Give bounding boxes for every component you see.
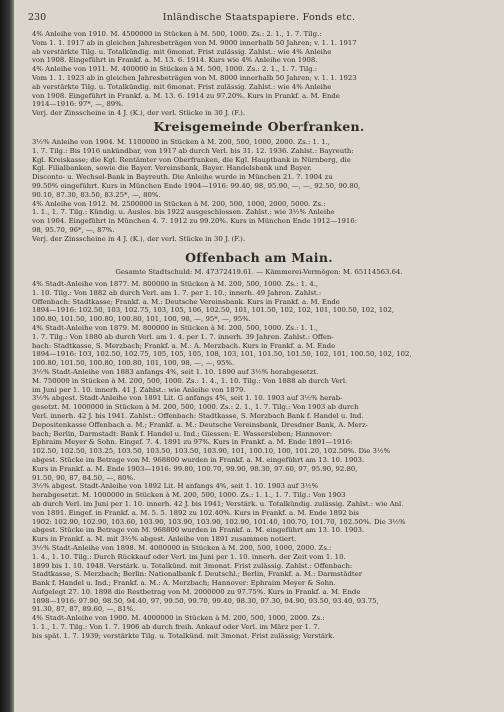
section-title: Offenbach am Main. (185, 250, 333, 265)
text-line: 1902: 102.90, 102.90, 103.60, 103.90, 103.90, 103.90, 102.90, 101.40, 100.70, 101.70, 102.50%. Die 3½% (32, 517, 406, 526)
text-line: 4% Anleihe von 1910. M. 4500000 in Stücken à M. 500, 1000. Zs.: 2. 1., 1. 7. Tilg.: (32, 30, 322, 38)
text-line: Offenbach: Stadtkasse; Frankf. a. M.: Deutsche Vereinsbank. Kurs in Frankf. a. M. Ende (32, 297, 340, 306)
text-line: Depositenkasse Offenbach a. M.; Frankf. a. M.: Deutsche Vereinsbank, Dresdner Bank, A. Merz- (32, 420, 368, 429)
text-block-3 (32, 280, 504, 641)
text-line: 3½% abgest. Stadt-Anleihe von 1892 Lit. H anfangs 4%, seit 1. 10. 1903 auf 3½% (32, 482, 319, 491)
text-line: von 1908. Eingeführt in Frankf. a. M. 13. 6. 1914 zu 97.20%. Kurs in Frankf. a. M. Ende (32, 91, 340, 100)
text-line: Stadtkasse, S. Merzbach; Berlin: Nationalbank f. Deutschl.; Berlin, Frankf. a. M.: Darmstädter (32, 570, 363, 579)
text-line: bach; Berlin, Darmstadt: Bank f. Handel u. Ind.; Giessen: E. Wassersleben; Hannover: (32, 429, 333, 438)
text-line: 4% Stadt-Anleihe von 1900. M. 4000000 in Stücken à M. 200, 500, 1000, 2000. Zs.: (32, 614, 325, 623)
text-line: 4% Stadt-Anleihe von 1877. M. 800000 in Stücken à M. 200, 500, 1000. Zs.: 1. 4., (32, 280, 319, 288)
text-line: 1. 7. Tilg.: Von 1880 ab durch Verl. am 1. 4. per 1. 7. innerh. 39 Jahren. Zahlst.: Offen- (32, 332, 334, 341)
text-line: Verj. der Zinsscheine in 4 J. (K.), der verl. Stücke in 30 J. (F.). (32, 234, 246, 243)
text-line: herabgesetzt. M. 1000000 in Stücken à M. 200, 500, 1000. Zs.: 1. 1., 1. 7. Tilg.: Von 1903 (32, 491, 346, 500)
text-line: im Juni per 1. 10. innerh. 41 J. Zahlst.: wie Anleihe von 1879. (32, 385, 246, 394)
running-title: Inländische Staatspapiere. Fonds etc. (162, 12, 356, 23)
text-line: Vom 1. 1. 1917 ab in gleichen Jahresbeträgen von M. 9000 innerhalb 50 Jahren; v. 1. 1. 1917 (32, 38, 357, 47)
page-header (14, 12, 504, 24)
text-line: 1. 4., 1. 10. Tilg.: Durch Rückkauf oder Verl. im Juni per 1. 10. innerh. der Zeit vom 1. 10. (32, 552, 346, 561)
text-line: Aufgelegt 27. 10. 1898 die Restbetrag von M. 2000000 zu 97.75%. Kurs in Frankf. a. M. Ende (32, 587, 361, 596)
text-line: 1. 1., 1. 7. Tilg.: Kündig. u. Auslos. bis 1922 ausgeschlossen. Zahlst.: wie 3½% Anleihe (32, 208, 335, 217)
text-line: 3½% Anleihe von 1904. M. 1100000 in Stücken à M. 200, 500, 1000, 2000. Zs.: 1. 1., (32, 138, 330, 146)
text-line: M. 750000 in Stücken à M. 200, 500, 1000. Zs.: 1. 4., 1. 10. Tilg.: Von 1888 ab durch Verl. (32, 376, 348, 385)
text-line: 1894—1916: 102.50, 103, 102.75, 103, 105, 106, 102.50, 101, 101.50, 102, 102, 101, 100.50, 102, 102, (32, 306, 395, 315)
text-line: bach: Stadtkasse, S. Merzbach; Frankf. a. M.: A. Merzbach. Kurs in Frankf. a. M. Ende (32, 341, 336, 350)
book-page (14, 0, 504, 712)
text-line: 3½% Stadt-Anleihe von 1898. M. 4000000 in Stücken à M. 200, 500, 1000, 2000. Zs.: (32, 543, 332, 552)
text-line: ab verstärkte Tilg. u. Totalkündig. mit 6monat. Frist zulässig. Zahlst.: wie 4% Anleihe (32, 82, 332, 91)
text-line: von 1891. Eingef. in Frankf. a. M. 5. 5. 1892 zu 102.40%. Kurs in Frankf. a. M. Ende 1892 bis (32, 508, 359, 517)
text-line: 3½% Stadt-Anleihe von 1883 anfangs 4%, seit 1. 10. 1890 auf 3½% herabgesetzt. (32, 367, 319, 376)
text-line: 1914—1916: 97*, —, 89%. (32, 100, 124, 109)
text-line: 100.80, 101.50, 100.80, 100.80, 101, 100, 98, —, 95*, —, 95%. (32, 315, 251, 324)
text-line: Kurs in Frankf. a. M. Ende 1903—1916: 99.80, 100.70, 99.90, 98.30, 97.60, 97, 95.90, 92.80, (32, 464, 358, 473)
text-line: von 1904. Eingeführt in München 4. 7. 1912 zu 99.20%. Kurs in München Ende 1912—1916: (32, 217, 358, 226)
text-line: 3½% abgest. Stadt-Anleihe von 1891 Lit. G anfangs 4%, seit 1. 10. 1903 auf 3½% herab- (32, 394, 343, 403)
text-line: 98, 95.70, 96*, —, 87%. (32, 225, 115, 234)
text-line: 4% Stadt-Anleihe von 1879. M. 800000 in Stücken à M. 200, 500, 1000. Zs.: 1. 1., (32, 323, 319, 332)
text-block-1 (32, 30, 504, 118)
text-line: 1. 7. Tilg.: Bis 1916 unkündbar, von 1917 ab durch Verl. bis 31. 12. 1936. Zahlst.: Bayreuth: (32, 146, 354, 155)
text-block-2 (32, 138, 504, 244)
section-heading-offenbach (14, 250, 504, 265)
text-line: 1898—1916: 97.90, 98.50, 94.40, 97, 99.50, 99.70, 99.40, 98.30, 97.30, 94.90, 93.50, 93.40, 93.75, (32, 596, 379, 605)
text-line: Vom 1. 1. 1923 ab in gleichen Jahresbeträgen von M. 8000 innerhalb 50 Jahren; v. 1. 1. 1923 (32, 73, 357, 82)
text-line: 90.10, 87.30, 83.50, 83.25*, —, 80%. (32, 190, 161, 199)
text-line: bis spät. 1. 7. 1939; verstärkte Tilg. u. Totalkünd. mit 3monat. Frist zulässig; Verstärk. (32, 631, 335, 640)
text-line: Disconto- u. Wechsel-Bank in Bayreuth. Die Anleihe wurde in München 21. 7. 1904 zu (32, 173, 333, 182)
text-line: 91.30, 87, 87, 89.60, —, 81%. (32, 605, 136, 614)
section-heading-oberfranken (14, 119, 504, 134)
text-line: gesetzt. M. 1000000 in Stücken à M. 200, 500, 1000. Zs.: 2. 1., 1. 7. Tilg.: Von 1903 ab durch (32, 403, 359, 412)
text-line: Bank f. Handel u. Ind.; Frankf. a. M.: A. Merzbach; Hannover: Ephraim Meyer & Sohn. (32, 579, 336, 588)
text-line: 4% Anleihe von 1912. M. 2500000 in Stücken à M. 200, 500, 1000, 2000, 5000. Zs.: (32, 199, 326, 208)
text-line: 1. 1., 1. 7. Tilg.: Von 1. 7. 1906 ab durch freih. Ankauf oder Verl. im März per 1. 7. (32, 623, 320, 632)
text-line: Kgl. Filialbanken, sowie die Bayer. Vereinsbank, Bayer. Handelsbank und Bayer. (32, 164, 312, 173)
text-line: Kgl. Kreiskasse; die Kgl. Rentämter von Oberfranken, die Kgl. Hauptbank in Nürnberg, die (32, 155, 351, 164)
text-line: ab verstärkte Tilg. u. Totalkündig. mit 6monat. Frist zulässig. Zahlst.: wie 4% Anleihe (32, 47, 332, 56)
text-line: 4% Anleihe von 1911. M. 400000 in Stücken à M. 500, 1000. Zs.: 2. 1., 1. 7. Tilg.: (32, 65, 318, 74)
text-line: Kurs in Frankf. a. M. mit 3½% abgest. Anleihe von 1891 zusammen notiert. (32, 535, 297, 544)
text-line: von 1908. Eingeführt in Frankf. a. M. 13. 6. 1914. Kurs wie 4% Anleihe von 1908. (32, 56, 318, 65)
text-line: 102.50, 102.50, 103.25, 103.50, 103.50, 103.50, 103.90, 101, 100.10, 100, 101.20, 102.50%. Die 3½% (32, 447, 391, 456)
text-line: Verl. innerh. 42 J. bis 1941. Zahlst.: Offenbach: Stadtkasse, S. Merzbach Bank f. Handel u. Ind. (32, 411, 364, 420)
text-line: 99.50% eingeführt. Kurs in München Ende 1904—1916: 99.40, 98, 95.90, —, —, 92.50, 90.80, (32, 181, 361, 190)
text-line: 91.50, 90, 87, 84.50, —, 80%. (32, 473, 136, 482)
text-line: 100.80, 101.50, 100.80, 100.80, 101, 100, 98, —, —, 95%. (32, 359, 235, 368)
book-gutter-shadow (0, 0, 14, 712)
text-line: 1894—1916: 103, 102.50, 102.75, 105, 105, 105, 108, 103, 101, 101.50, 101.50, 102, 101, 100.50, 102, 102, (32, 350, 412, 359)
text-line: abgest. Stücke im Betrage von M. 968800 wurden in Frankf. a. M. eingeführt am 13. 10. 1903. (32, 526, 365, 535)
text-line: 1899 bis 1. 10. 1948. Verstärk. u. Totalkünd. mit 3monat. Frist zulässig. Zahlst.: Offenbach: (32, 561, 353, 570)
text-line: abgest. Stücke im Betrage von M. 968800 wurden in Frankf. a. M. eingeführt am 13. 10. 1903. (32, 455, 365, 464)
text-line: Ephraim Meyer & Sohn. Eingef. 7. 4. 1891 zu 97%. Kurs in Frankf. a. M. Ende 1891—1916: (32, 438, 353, 447)
section-title: Kreisgemeinde Oberfranken. (153, 119, 365, 134)
text-line: ab durch Verl. im Juni per 1. 10. innerh. 42 J. bis 1941; Verstärk. u. Totalkündig. zulässig. Zahlst.: wie Anl. (32, 499, 404, 508)
text-line: 1. 10. Tilg.: Von 1882 ab durch Verl. am 1. 7. per 1. 10.; innerh. 49 Jahren. Zahlst.: (32, 288, 322, 297)
text-line: Verj. der Zinsscheine in 4 J. (K.), der verl. Stücke in 30 J. (F.). (32, 109, 246, 118)
debt-summary: Gesamte Stadtschuld: M. 47372419.61. — Kämmerei-Vermögen: M. 65114563.64. (115, 268, 403, 276)
page-number: 230 (28, 12, 47, 23)
